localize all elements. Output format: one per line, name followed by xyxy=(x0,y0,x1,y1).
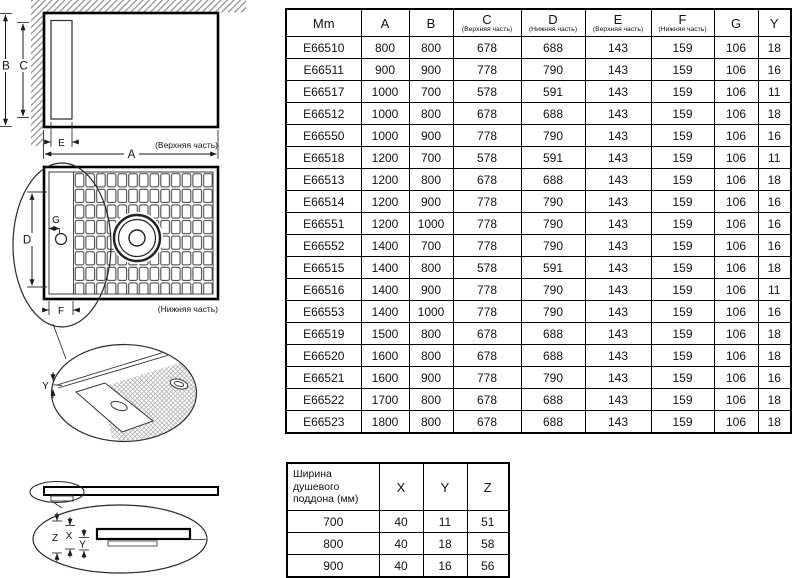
column-header: Ширина душевого поддона (мм) xyxy=(287,463,379,511)
column-header: B xyxy=(409,9,453,37)
table-row xyxy=(286,345,791,367)
main-table-body xyxy=(286,37,791,434)
value-cell: 159 xyxy=(651,279,714,301)
value-cell: 18 xyxy=(758,345,791,367)
value-cell: 16 xyxy=(423,555,467,578)
value-cell: 591 xyxy=(521,81,585,103)
value-cell: 1000 xyxy=(409,213,453,235)
value-cell: 18 xyxy=(758,323,791,345)
value-cell: 800 xyxy=(409,323,453,345)
value-cell: 800 xyxy=(361,37,409,59)
value-cell: 1500 xyxy=(361,323,409,345)
value-cell: 1400 xyxy=(361,279,409,301)
value-cell: 106 xyxy=(714,169,758,191)
value-cell: 800 xyxy=(409,389,453,411)
value-cell: 143 xyxy=(585,59,651,81)
value-cell: 1400 xyxy=(361,301,409,323)
width-xyz-table xyxy=(286,462,510,578)
value-cell: 1400 xyxy=(361,235,409,257)
value-cell: 591 xyxy=(521,147,585,169)
value-cell: 678 xyxy=(453,411,521,434)
value-cell: 16 xyxy=(758,191,791,213)
value-cell: 778 xyxy=(453,125,521,147)
value-cell: 40 xyxy=(379,533,423,555)
value-cell: 159 xyxy=(651,301,714,323)
tray-side-profile xyxy=(44,487,218,495)
table-row xyxy=(286,301,791,323)
value-cell: 143 xyxy=(585,169,651,191)
value-cell: 106 xyxy=(714,59,758,81)
value-cell: 11 xyxy=(758,81,791,103)
value-cell: 678 xyxy=(453,323,521,345)
value-cell: 143 xyxy=(585,191,651,213)
value-cell: 106 xyxy=(714,301,758,323)
table-row xyxy=(286,103,791,125)
dim-label-x: X xyxy=(65,531,73,542)
value-cell: 790 xyxy=(521,191,585,213)
model-code-cell: E66512 xyxy=(286,103,361,125)
value-cell: 1800 xyxy=(361,411,409,434)
value-cell: 678 xyxy=(453,169,521,191)
value-cell: 159 xyxy=(651,103,714,125)
value-cell: 578 xyxy=(453,147,521,169)
value-cell: 800 xyxy=(409,103,453,125)
model-code-cell: E66513 xyxy=(286,169,361,191)
model-code-cell: E66515 xyxy=(286,257,361,279)
value-cell: 40 xyxy=(379,555,423,578)
drain-channel-slot xyxy=(51,21,72,120)
top-view-diagram xyxy=(0,0,246,161)
table-row xyxy=(286,59,791,81)
table-row xyxy=(286,81,791,103)
value-cell: 1600 xyxy=(361,367,409,389)
table-row xyxy=(286,235,791,257)
value-cell: 106 xyxy=(714,279,758,301)
column-header: Z xyxy=(467,463,509,511)
wall-hatch-top xyxy=(43,0,246,13)
value-cell: 688 xyxy=(521,323,585,345)
value-cell: 106 xyxy=(714,125,758,147)
value-cell: 51 xyxy=(467,511,509,533)
value-cell: 58 xyxy=(467,533,509,555)
value-cell: 790 xyxy=(521,279,585,301)
value-cell: 688 xyxy=(521,411,585,434)
technical-drawings xyxy=(0,0,280,575)
detail-tray-edge xyxy=(97,529,190,539)
value-cell: 159 xyxy=(651,411,714,434)
model-code-cell: E66514 xyxy=(286,191,361,213)
value-cell: 900 xyxy=(409,279,453,301)
value-cell: 800 xyxy=(409,37,453,59)
table-row xyxy=(286,147,791,169)
value-cell: 1700 xyxy=(361,389,409,411)
table-row xyxy=(287,511,509,533)
value-cell: 106 xyxy=(714,389,758,411)
dim-label-f: F xyxy=(57,306,65,317)
value-cell: 900 xyxy=(409,125,453,147)
value-cell: 143 xyxy=(585,279,651,301)
value-cell: 159 xyxy=(651,257,714,279)
value-cell: 106 xyxy=(714,37,758,59)
table-row xyxy=(286,191,791,213)
table-row xyxy=(286,213,791,235)
value-cell: 1000 xyxy=(361,81,409,103)
detail-plate xyxy=(108,541,157,546)
value-cell: 106 xyxy=(714,213,758,235)
value-cell: 18 xyxy=(758,37,791,59)
side-view-diagram xyxy=(30,482,218,574)
column-header: G xyxy=(714,9,758,37)
model-code-cell: E66518 xyxy=(286,147,361,169)
value-cell: 11 xyxy=(758,147,791,169)
value-cell: 159 xyxy=(651,59,714,81)
value-cell: 1000 xyxy=(409,301,453,323)
value-cell: 778 xyxy=(453,235,521,257)
value-cell: 800 xyxy=(409,169,453,191)
bottom-view-caption: (Нижняя часть) xyxy=(157,304,218,314)
value-cell: 143 xyxy=(585,235,651,257)
value-cell: 1000 xyxy=(361,103,409,125)
dim-label-y-side: Y xyxy=(79,539,86,551)
value-cell: 800 xyxy=(409,257,453,279)
table-row xyxy=(286,125,791,147)
column-header: E (Верхняя часть) xyxy=(585,9,651,37)
value-cell: 900 xyxy=(361,59,409,81)
value-cell: 106 xyxy=(714,323,758,345)
value-cell: 800 xyxy=(409,411,453,434)
value-cell: 678 xyxy=(453,37,521,59)
value-cell: 688 xyxy=(521,37,585,59)
table-row xyxy=(286,37,791,59)
value-cell: 578 xyxy=(453,81,521,103)
value-cell: 778 xyxy=(453,367,521,389)
dim-label-z: Z xyxy=(51,533,59,544)
value-cell: 106 xyxy=(714,81,758,103)
table-row xyxy=(286,279,791,301)
dim-label-e: E xyxy=(58,138,65,149)
value-cell: 18 xyxy=(758,257,791,279)
value-cell: 159 xyxy=(651,367,714,389)
value-cell: 688 xyxy=(521,345,585,367)
column-header: Y xyxy=(758,9,791,37)
value-cell: 159 xyxy=(651,81,714,103)
model-code-cell: E66510 xyxy=(286,37,361,59)
value-cell: 159 xyxy=(651,125,714,147)
value-cell: 1200 xyxy=(361,191,409,213)
value-cell: 1400 xyxy=(361,257,409,279)
value-cell: 143 xyxy=(585,301,651,323)
value-cell: 790 xyxy=(521,367,585,389)
value-cell: 40 xyxy=(379,511,423,533)
value-cell: 159 xyxy=(651,213,714,235)
value-cell: 106 xyxy=(714,367,758,389)
value-cell: 106 xyxy=(714,103,758,125)
value-cell: 790 xyxy=(521,213,585,235)
table-row xyxy=(287,555,509,578)
value-cell: 106 xyxy=(714,257,758,279)
value-cell: 16 xyxy=(758,367,791,389)
value-cell: 688 xyxy=(521,389,585,411)
value-cell: 790 xyxy=(521,59,585,81)
model-code-cell: E66551 xyxy=(286,213,361,235)
value-cell: 18 xyxy=(758,169,791,191)
edge-detail-diagram xyxy=(42,345,212,449)
value-cell: 700 xyxy=(409,235,453,257)
value-cell: 143 xyxy=(585,345,651,367)
dim-label-a: A xyxy=(127,149,136,161)
value-cell: 11 xyxy=(758,279,791,301)
dimensions-table xyxy=(285,8,792,434)
main-table-header-row xyxy=(286,9,791,37)
value-cell: 700 xyxy=(409,81,453,103)
model-code-cell: E66520 xyxy=(286,345,361,367)
bottom-view-diagram xyxy=(13,163,218,359)
value-cell: 159 xyxy=(651,345,714,367)
value-cell: 159 xyxy=(651,169,714,191)
value-cell: 678 xyxy=(453,389,521,411)
value-cell: 143 xyxy=(585,125,651,147)
value-cell: 18 xyxy=(423,533,467,555)
value-cell: 159 xyxy=(651,389,714,411)
value-cell: 778 xyxy=(453,301,521,323)
value-cell: 143 xyxy=(585,389,651,411)
table-row xyxy=(286,411,791,434)
value-cell: 143 xyxy=(585,81,651,103)
dim-label-y-edge: Y xyxy=(42,381,49,392)
value-cell: 56 xyxy=(467,555,509,578)
side-drain-stub xyxy=(51,496,73,501)
column-header: C (Верхняя часть) xyxy=(453,9,521,37)
value-cell: 900 xyxy=(409,191,453,213)
model-code-cell: E66517 xyxy=(286,81,361,103)
value-cell: 159 xyxy=(651,37,714,59)
value-cell: 18 xyxy=(758,389,791,411)
value-cell: 16 xyxy=(758,235,791,257)
top-view-caption: (Верхняя часть) xyxy=(155,140,218,150)
width-cell: 900 xyxy=(287,555,379,578)
value-cell: 778 xyxy=(453,191,521,213)
value-cell: 16 xyxy=(758,125,791,147)
dim-label-d: D xyxy=(22,234,32,247)
value-cell: 778 xyxy=(453,213,521,235)
value-cell: 778 xyxy=(453,59,521,81)
value-cell: 678 xyxy=(453,103,521,125)
value-cell: 688 xyxy=(521,103,585,125)
dim-label-c: C xyxy=(19,60,28,73)
column-header: X xyxy=(379,463,423,511)
value-cell: 790 xyxy=(521,235,585,257)
model-code-cell: E66521 xyxy=(286,367,361,389)
wall-hatch-left xyxy=(31,0,43,146)
model-code-cell: E66519 xyxy=(286,323,361,345)
dim-label-g: G xyxy=(52,215,60,226)
value-cell: 16 xyxy=(758,301,791,323)
column-header: Y xyxy=(423,463,467,511)
table-row xyxy=(287,533,509,555)
value-cell: 16 xyxy=(758,213,791,235)
value-cell: 159 xyxy=(651,323,714,345)
value-cell: 106 xyxy=(714,191,758,213)
column-header: D (Нижняя часть) xyxy=(521,9,585,37)
model-code-cell: E66523 xyxy=(286,411,361,434)
value-cell: 1200 xyxy=(361,169,409,191)
value-cell: 700 xyxy=(409,147,453,169)
column-header: Mm xyxy=(286,9,361,37)
value-cell: 159 xyxy=(651,191,714,213)
model-code-cell: E66550 xyxy=(286,125,361,147)
value-cell: 143 xyxy=(585,213,651,235)
value-cell: 1000 xyxy=(361,125,409,147)
value-cell: 11 xyxy=(423,511,467,533)
value-cell: 900 xyxy=(409,367,453,389)
value-cell: 790 xyxy=(521,125,585,147)
value-cell: 1200 xyxy=(361,147,409,169)
value-cell: 143 xyxy=(585,103,651,125)
value-cell: 591 xyxy=(521,257,585,279)
value-cell: 900 xyxy=(409,59,453,81)
table-row xyxy=(286,169,791,191)
value-cell: 18 xyxy=(758,411,791,434)
table-row xyxy=(286,367,791,389)
width-cell: 700 xyxy=(287,511,379,533)
value-cell: 678 xyxy=(453,345,521,367)
value-cell: 143 xyxy=(585,257,651,279)
value-cell: 778 xyxy=(453,279,521,301)
channel-drain-hole xyxy=(56,234,67,245)
value-cell: 1200 xyxy=(361,213,409,235)
value-cell: 143 xyxy=(585,323,651,345)
model-code-cell: E66522 xyxy=(286,389,361,411)
width-table-header-row xyxy=(287,463,509,511)
value-cell: 143 xyxy=(585,411,651,434)
table-row xyxy=(286,257,791,279)
value-cell: 106 xyxy=(714,235,758,257)
value-cell: 106 xyxy=(714,147,758,169)
value-cell: 143 xyxy=(585,147,651,169)
model-code-cell: E66511 xyxy=(286,59,361,81)
column-header: F (Нижняя часть) xyxy=(651,9,714,37)
value-cell: 106 xyxy=(714,411,758,434)
value-cell: 790 xyxy=(521,301,585,323)
value-cell: 800 xyxy=(409,345,453,367)
width-cell: 800 xyxy=(287,533,379,555)
table-row xyxy=(286,323,791,345)
value-cell: 159 xyxy=(651,147,714,169)
value-cell: 143 xyxy=(585,37,651,59)
value-cell: 143 xyxy=(585,367,651,389)
value-cell: 159 xyxy=(651,235,714,257)
value-cell: 578 xyxy=(453,257,521,279)
model-code-cell: E66553 xyxy=(286,301,361,323)
model-code-cell: E66552 xyxy=(286,235,361,257)
value-cell: 18 xyxy=(758,103,791,125)
table-row xyxy=(286,389,791,411)
value-cell: 1600 xyxy=(361,345,409,367)
value-cell: 106 xyxy=(714,345,758,367)
dim-label-b: B xyxy=(2,60,10,73)
width-table-body xyxy=(287,511,509,578)
column-header: A xyxy=(361,9,409,37)
value-cell: 16 xyxy=(758,59,791,81)
value-cell: 688 xyxy=(521,169,585,191)
model-code-cell: E66516 xyxy=(286,279,361,301)
